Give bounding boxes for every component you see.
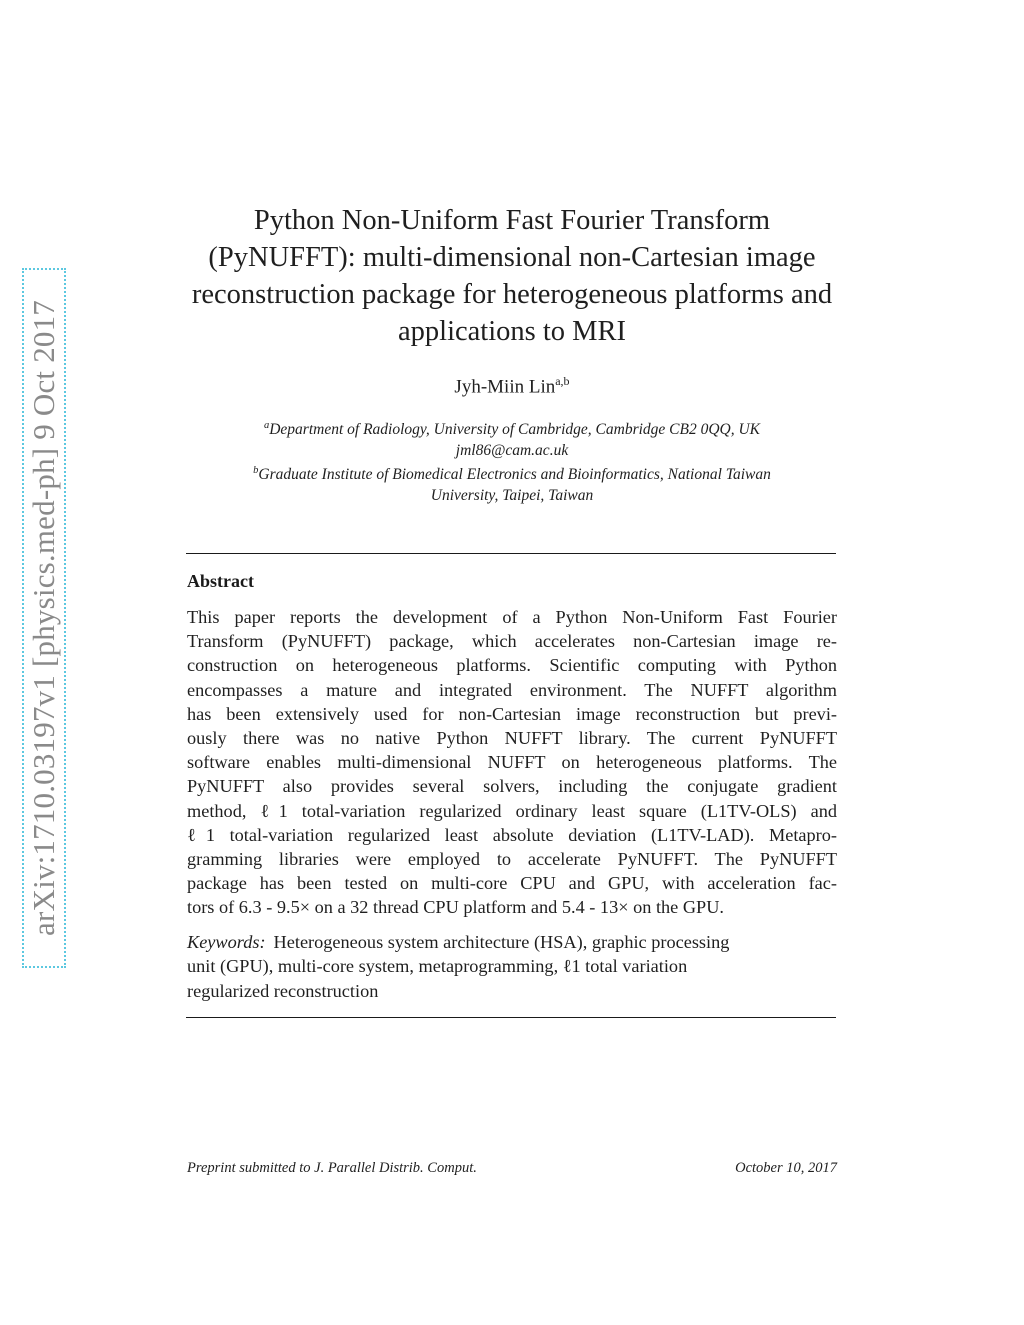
keywords-text-1: Heterogeneous system architecture (HSA), graphic processing <box>273 932 730 952</box>
abstract-line: ℓ1 total-variation regularized least absolute deviation (L1TV-LAD). Metapro- <box>187 824 837 845</box>
title-line: reconstruction package for heterogeneous platforms and <box>191 279 833 310</box>
abstract-line: software enables multi-dimensional NUFFT on heterogeneous platforms. The <box>187 752 837 773</box>
bottom-rule <box>186 1017 836 1018</box>
footer <box>187 1160 837 1177</box>
affiliation-b-text-1: Graduate Institute of Biomedical Electronics and Bioinformatics, National Taiwan <box>258 466 771 484</box>
author-name: Jyh-Miin Lin <box>454 376 556 398</box>
abstract-heading: Abstract <box>187 571 254 591</box>
abstract-line: PyNUFFT also provides several solvers, including the conjugate gradient <box>187 776 837 797</box>
footer-preprint-note: Preprint submitted to J. Parallel Distrib. Comput. <box>187 1160 477 1176</box>
abstract-line: construction on heterogeneous platforms. Scientific computing with Python <box>187 655 837 676</box>
arxiv-stamp-text: arXiv:1710.03197v1 [physics.med-ph] 9 Oct 2017 <box>26 300 61 936</box>
abstract-line: encompasses a mature and integrated environment. The NUFFT algorithm <box>187 679 837 700</box>
affiliation-a-mark: a <box>263 420 270 431</box>
abstract-line: has been extensively used for non-Cartesian image reconstruction but previ- <box>187 703 837 724</box>
affiliation-b-text-2: University, Taipei, Taiwan <box>430 486 594 504</box>
abstract-body <box>187 605 837 920</box>
arxiv-stamp <box>22 268 66 968</box>
abstract-line: This paper reports the development of a Python Non-Uniform Fast Fourier <box>187 607 837 627</box>
affiliation-b <box>180 461 844 486</box>
affiliation-b-mark: b <box>253 465 259 477</box>
keywords-label: Keywords: <box>187 932 266 952</box>
abstract-line: method, ℓ1 total-variation regularized ordinary least square (L1TV-OLS) and <box>187 800 837 821</box>
affiliation-a <box>180 416 844 441</box>
affiliation-a-text: Department of Radiology, University of Cambridge, Cambridge CB2 0QQ, UK <box>269 421 761 439</box>
author-affiliation-marks: a,b <box>555 374 570 388</box>
abstract-line: Transform (PyNUFFT) package, which accelerates non-Cartesian image re- <box>187 631 837 652</box>
abstract-line: package has been tested on multi-core CPU and GPU, with acceleration fac- <box>187 873 837 894</box>
affiliations <box>180 416 844 506</box>
paper-title <box>160 202 864 350</box>
title-line: Python Non-Uniform Fast Fourier Transform <box>253 205 771 236</box>
title-line: applications to MRI <box>398 316 626 347</box>
footer-date: October 10, 2017 <box>735 1160 837 1176</box>
top-rule <box>186 553 836 554</box>
title-line: (PyNUFFT): multi-dimensional non-Cartesian image <box>208 242 816 273</box>
keywords-text-2: unit (GPU), multi-core system, metaprogramming, ℓ1 total variation <box>187 956 688 977</box>
keywords <box>187 930 837 1003</box>
abstract-line: ously there was no native Python NUFFT library. The current PyNUFFT <box>187 728 837 749</box>
abstract-line: gramming libraries were employed to accelerate PyNUFFT. The PyNUFFT <box>187 849 837 870</box>
author-email[interactable]: jml86@cam.ac.uk <box>455 441 569 459</box>
abstract-line: tors of 6.3 - 9.5× on a 32 thread CPU platform and 5.4 - 13× on the GPU. <box>187 897 724 918</box>
author <box>160 374 864 398</box>
keywords-line-1 <box>187 930 837 954</box>
keywords-text-3: regularized reconstruction <box>187 980 379 1001</box>
